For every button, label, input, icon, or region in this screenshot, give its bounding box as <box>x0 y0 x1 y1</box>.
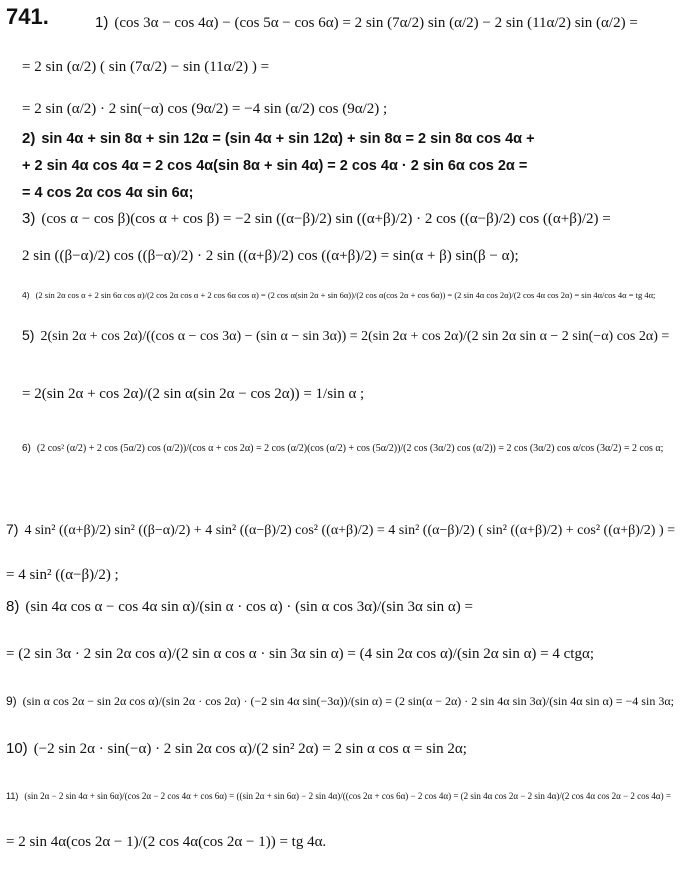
math-expression: (2 cos² (α/2) + 2 cos (5α/2) cos (α/2))/(cos α + cos 2α) = 2 cos (α/2)(cos (α/2) + cos (5α/2))/(2 cos (3α/2) cos (α/2)) = 2 cos (3α/2) cos α/cos (3α/2) = 2 cos α; <box>36 443 664 454</box>
math-expression: + 2 sin 4α cos 4α = 2 cos 4α(sin 8α + sin 4α) = 2 cos 4α · 2 sin 6α cos 2α = <box>22 158 528 174</box>
item-label: 11) <box>6 791 19 801</box>
math-expression: = 2 sin (α/2) · 2 sin(−α) cos (9α/2) = −4 sin (α/2) cos (9α/2) ; <box>22 101 388 117</box>
problem-number: 741. <box>6 4 49 29</box>
math-expression: = 4 cos 2α cos 4α sin 6α; <box>22 185 194 201</box>
item-label: 6) <box>22 443 31 454</box>
math-expression: (sin 2α − 2 sin 4α + sin 6α)/(cos 2α − 2 cos 4α + cos 6α) = ((sin 2α + sin 6α) − 2 sin 4α)/((cos 2α + cos 6α) − 2 cos 4α) = (2 sin 4α cos 2α − 2 sin 4α)/(2 cos 4α cos 2α − 2 cos 4α) = <box>24 791 671 801</box>
item-label: 5) <box>22 327 35 343</box>
item-label: 1) <box>95 14 109 31</box>
solution-line <box>6 598 689 616</box>
math-expression: sin 4α + sin 8α + sin 12α = (sin 4α + sin 12α) + sin 8α = 2 sin 8α cos 4α + <box>41 131 535 147</box>
solution-line <box>22 157 689 175</box>
item-label: 8) <box>6 598 20 615</box>
solution-line <box>22 58 689 76</box>
item-label: 3) <box>22 210 36 227</box>
solution-line <box>6 520 689 540</box>
item-label: 9) <box>6 694 17 708</box>
solution-line <box>22 286 689 304</box>
math-expression: 2 sin ((β−α)/2) cos ((β−α)/2) · 2 sin ((α+β)/2) cos ((α+β)/2) = sin(α + β) sin(β − α); <box>22 248 519 264</box>
math-expression: (sin α cos 2α − sin 2α cos α)/(sin 2α · cos 2α) · (−2 sin 4α sin(−3α))/(sin α) = (2 sin(α − 2α) · 2 sin 4α sin 3α)/(sin 4α sin α) = −4 sin 3α; <box>22 694 674 708</box>
math-expression: 4 sin² ((α+β)/2) sin² ((β−α)/2) + 4 sin² ((α−β)/2) cos² ((α+β)/2) = 4 sin² ((α−β)/2) ( sin² ((α+β)/2) + cos² ((α+β)/2) ) = <box>24 523 675 538</box>
solution-line <box>22 385 689 403</box>
solution-line <box>6 566 689 584</box>
solution-line <box>22 130 689 148</box>
math-expression: = 2 sin 4α(cos 2α − 1)/(2 cos 4α(cos 2α − 1)) = tg 4α. <box>6 834 327 850</box>
solution-line <box>22 440 689 458</box>
solution-line <box>22 326 689 346</box>
solution-line <box>22 210 689 228</box>
item-label: 7) <box>6 521 19 537</box>
solution-line <box>22 184 689 202</box>
math-expression: (−2 sin 2α · sin(−α) · 2 sin 2α cos α)/(2 sin² 2α) = 2 sin α cos α = sin 2α; <box>33 741 467 757</box>
math-expression: 2(sin 2α + cos 2α)/((cos α − cos 3α) − (sin α − sin 3α)) = 2(sin 2α + cos 2α)/(2 sin 2α sin α − 2 sin(−α) cos 2α) = <box>40 329 670 344</box>
solution-line <box>6 787 689 805</box>
math-expression: (cos α − cos β)(cos α + cos β) = −2 sin ((α−β)/2) sin ((α+β)/2) · 2 cos ((α−β)/2) cos ((α+β)/2) = <box>41 211 611 227</box>
math-expression: = 4 sin² ((α−β)/2) ; <box>6 567 119 583</box>
math-expression: (cos 3α − cos 4α) − (cos 5α − cos 6α) = 2 sin (7α/2) sin (α/2) − 2 sin (11α/2) sin (α/2) = <box>114 15 638 31</box>
math-expression: (2 sin 2α cos α + 2 sin 6α cos α)/(2 cos 2α cos α + 2 cos 6α cos α) = (2 cos α(sin 2α + sin 6α))/(2 cos α(cos 2α + cos 6α)) = (2 sin 4α cos 2α)/(2 cos 4α cos 2α) = sin 4α/cos 4α = tg 4α; <box>35 290 656 300</box>
math-expression: (sin 4α cos α − cos 4α sin α)/(sin α · cos α) · (sin α cos 3α)/(sin 3α sin α) = <box>25 599 473 615</box>
solution-line <box>22 247 689 265</box>
math-expression: = 2(sin 2α + cos 2α)/(2 sin α(sin 2α − cos 2α)) = 1/sin α ; <box>22 386 365 402</box>
math-expression: = (2 sin 3α · 2 sin 2α cos α)/(2 sin α cos α · sin 3α sin α) = (4 sin 2α cos α)/(sin 2α sin α) = 4 ctgα; <box>6 646 594 662</box>
item-label: 2) <box>22 130 36 147</box>
item-label: 4) <box>22 290 30 300</box>
solution-line <box>6 740 689 758</box>
item-label: 10) <box>6 740 28 757</box>
math-expression: = 2 sin (α/2) ( sin (7α/2) − sin (11α/2) ) = <box>22 59 270 75</box>
solution-line <box>22 100 689 118</box>
solution-line <box>6 692 689 710</box>
solution-line <box>6 645 689 663</box>
solution-line <box>95 14 689 32</box>
solution-line <box>6 833 689 851</box>
